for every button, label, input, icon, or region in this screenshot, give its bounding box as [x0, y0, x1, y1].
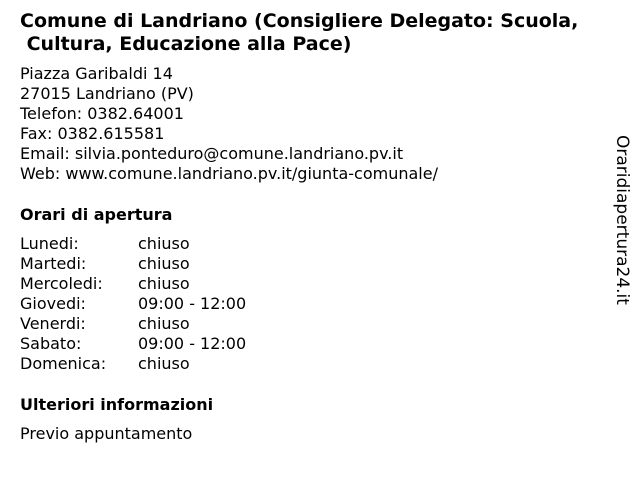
day-label: Giovedi: [20, 294, 86, 313]
hours-row-wednesday [20, 274, 246, 294]
address-street: Piazza Garibaldi 14 [20, 64, 173, 83]
contact-block [20, 64, 438, 184]
time-value: chiuso [138, 234, 190, 253]
hours-row-tuesday [20, 254, 246, 274]
time-value: chiuso [138, 254, 190, 273]
page-title [20, 10, 620, 56]
time-value: chiuso [138, 354, 190, 373]
email-address: Email: silvia.ponteduro@comune.landriano.pv.it [20, 144, 404, 163]
hours-row-sunday [20, 354, 246, 374]
hours-row-friday [20, 314, 246, 334]
opening-hours-heading: Orari di apertura [20, 205, 173, 224]
title-line-2: Cultura, Educazione alla Pace) [20, 33, 352, 55]
title-line-1: Comune di Landriano (Consigliere Delegato: Scuola, [20, 10, 579, 32]
fax-number: Fax: 0382.615581 [20, 124, 165, 143]
day-label: Venerdi: [20, 314, 86, 333]
hours-row-thursday [20, 294, 246, 314]
time-value: 09:00 - 12:00 [138, 334, 247, 353]
time-value: 09:00 - 12:00 [138, 294, 247, 313]
day-label: Lunedi: [20, 234, 79, 253]
address-city: 27015 Landriano (PV) [20, 84, 194, 103]
time-value: chiuso [138, 314, 190, 333]
hours-row-saturday [20, 334, 246, 354]
more-info-text: Previo appuntamento [20, 424, 193, 443]
phone-number: Telefon: 0382.64001 [20, 104, 184, 123]
website-url: Web: www.comune.landriano.pv.it/giunta-comunale/ [20, 164, 438, 183]
day-label: Sabato: [20, 334, 82, 353]
day-label: Martedi: [20, 254, 87, 273]
opening-hours-table [20, 234, 246, 374]
more-info-heading: Ulteriori informazioni [20, 395, 214, 414]
hours-row-monday [20, 234, 246, 254]
site-brand-vertical: Oraridiapertura24.it [612, 135, 632, 305]
day-label: Domenica: [20, 354, 107, 373]
time-value: chiuso [138, 274, 190, 293]
day-label: Mercoledi: [20, 274, 103, 293]
